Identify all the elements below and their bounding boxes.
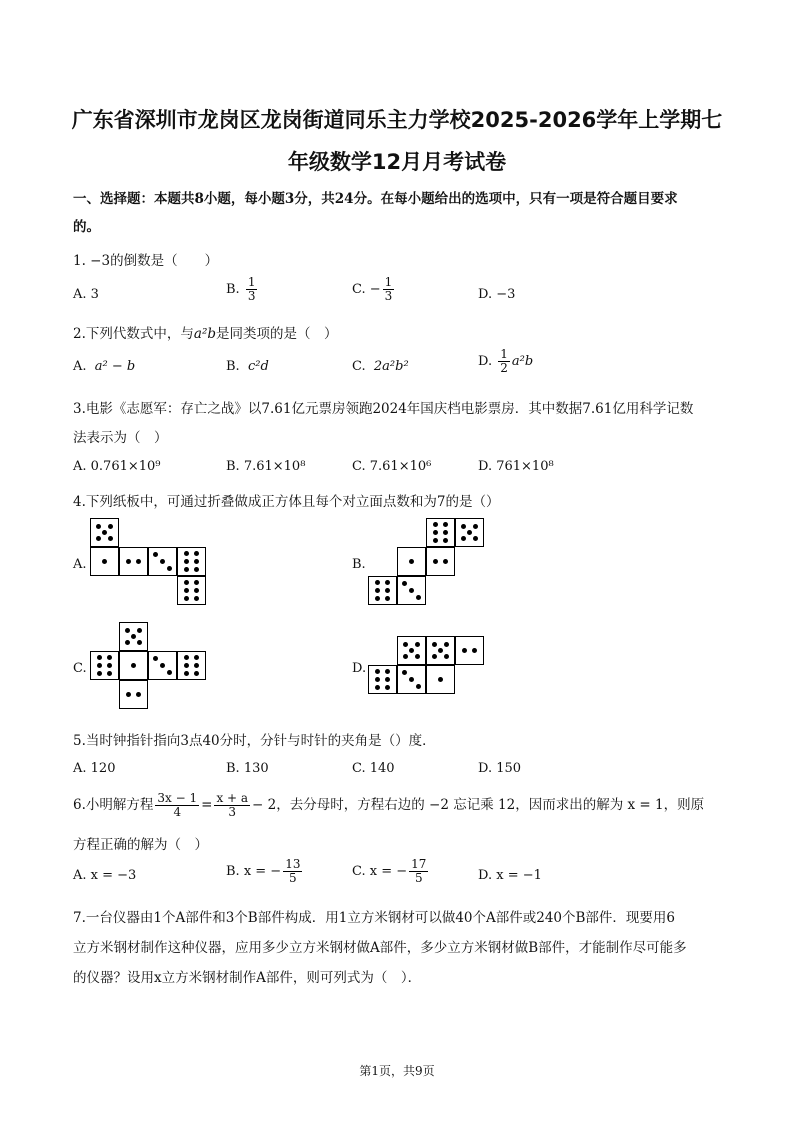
die-face xyxy=(397,665,426,694)
die-pip xyxy=(444,642,449,647)
die-pip xyxy=(433,530,438,535)
die-face xyxy=(397,636,426,665)
die-pip xyxy=(409,559,414,564)
die-pip xyxy=(97,663,102,668)
die-pip xyxy=(385,588,390,593)
die-pip xyxy=(403,654,408,659)
die-pip xyxy=(433,522,438,527)
die-pip xyxy=(416,595,421,600)
die-pip xyxy=(125,628,130,633)
q2-option-b: B. c²d xyxy=(226,359,269,374)
die-pip xyxy=(375,580,380,585)
die-pip xyxy=(102,559,107,564)
die-pip xyxy=(443,538,448,543)
q5-option-c: C. 140 xyxy=(352,761,395,776)
q6-option-d: D. x = −1 xyxy=(478,868,542,883)
die-face xyxy=(368,665,397,694)
q3-stem-line1: 3.电影《志愿军：存亡之战》以7.61亿元票房领跑2024年国庆档电影票房．其中数据7.61亿用科学记数 xyxy=(73,401,694,417)
die-face xyxy=(119,547,148,576)
q6-stem-line2: 方程正确的解为（ ） xyxy=(73,837,208,853)
die-pip xyxy=(194,588,199,593)
q1-option-d: D. −3 xyxy=(478,287,516,302)
q2-option-d: D. $\frac{1}{2}$ a²b xyxy=(478,347,534,375)
die-pip xyxy=(167,566,172,571)
die-pip xyxy=(167,670,172,675)
die-pip xyxy=(160,663,165,668)
die-pip xyxy=(97,671,102,676)
die-face xyxy=(455,518,484,547)
die-pip xyxy=(385,685,390,690)
die-pip xyxy=(473,536,478,541)
die-pip xyxy=(416,684,421,689)
q4-option-b: B. xyxy=(352,557,366,572)
die-pip xyxy=(403,642,408,647)
q4-stem: 4.下列纸板中，可通过折叠做成正方体且每个对立面点数和为7的是（） xyxy=(73,494,500,510)
die-pip xyxy=(432,642,437,647)
die-face xyxy=(397,576,426,605)
die-pip xyxy=(160,559,165,564)
die-pip xyxy=(409,648,414,653)
die-pip xyxy=(385,677,390,682)
die-pip xyxy=(375,669,380,674)
page-footer: 第1页，共9页 xyxy=(359,1064,435,1078)
die-pip xyxy=(461,536,466,541)
die-face xyxy=(119,622,148,651)
q4-option-c: C. xyxy=(73,661,87,676)
die-pip xyxy=(108,524,113,529)
die-pip xyxy=(184,580,189,585)
die-pip xyxy=(108,536,113,541)
die-face xyxy=(90,651,119,680)
die-face xyxy=(177,576,206,605)
page-title-line1: 广东省深圳市龙岗区龙岗街道同乐主力学校2025-2026学年上学期七 xyxy=(71,108,723,132)
die-pip xyxy=(136,692,141,697)
die-pip xyxy=(184,567,189,572)
die-pip xyxy=(402,581,407,586)
die-pip xyxy=(126,692,131,697)
die-pip xyxy=(194,655,199,660)
die-pip xyxy=(415,654,420,659)
die-pip xyxy=(438,648,443,653)
q1-option-c: C. − $\frac{1}{3}$ xyxy=(352,275,393,303)
die-face xyxy=(368,576,397,605)
q3-stem-line2: 法表示为（ ） xyxy=(73,430,168,446)
q3-option-b: B. 7.61×10⁸ xyxy=(226,459,306,474)
q3-option-c: C. 7.61×10⁶ xyxy=(352,459,432,474)
die-pip xyxy=(409,677,414,682)
die-pip xyxy=(409,588,414,593)
die-pip xyxy=(385,596,390,601)
die-pip xyxy=(97,655,102,660)
die-face xyxy=(90,518,119,547)
q4-option-a: A. xyxy=(73,557,87,572)
die-pip xyxy=(443,522,448,527)
die-pip xyxy=(184,588,189,593)
q1-option-b: B. $\frac{1}{3}$ xyxy=(226,275,256,303)
section-header: 一、选择题：本题共8小题，每小题3分，共24分。在每小题给出的选项中，只有一项是符合题目要求 xyxy=(73,191,678,207)
die-pip xyxy=(415,642,420,647)
q7-stem-line2: 立方米钢材制作这种仪器，应用多少立方米钢材做A部件，多少立方米钢材做B部件，才能制作尽可能多 xyxy=(73,940,687,956)
die-pip xyxy=(438,677,443,682)
section-header-cont: 的。 xyxy=(73,219,100,235)
die-pip xyxy=(194,559,199,564)
die-pip xyxy=(125,640,130,645)
die-pip xyxy=(102,530,107,535)
q7-stem-line3: 的仪器？设用x立方米钢材制作A部件，则可列式为（ ）． xyxy=(73,970,422,986)
die-pip xyxy=(433,538,438,543)
die-pip xyxy=(473,524,478,529)
die-pip xyxy=(136,559,141,564)
q6-option-a: A. x = −3 xyxy=(73,868,137,883)
q5-stem: 5.当时钟指针指向3点40分时，分针与时针的夹角是（）度． xyxy=(73,733,436,749)
die-face xyxy=(119,680,148,709)
die-pip xyxy=(131,663,136,668)
die-pip xyxy=(184,671,189,676)
die-pip xyxy=(385,669,390,674)
die-pip xyxy=(184,655,189,660)
q6-option-c: C. x = − $\frac{17}{5}$ xyxy=(352,857,427,885)
die-pip xyxy=(375,588,380,593)
die-pip xyxy=(433,559,438,564)
die-face xyxy=(148,547,177,576)
die-pip xyxy=(107,671,112,676)
die-pip xyxy=(194,671,199,676)
die-pip xyxy=(137,640,142,645)
die-pip xyxy=(131,634,136,639)
die-pip xyxy=(137,628,142,633)
q6-stem-line1: 6.小明解方程 $\frac{3x - 1}{4}$ = $\frac{x + a}{3}$ − 2，去分母时，方程右边的 −2 忘记乘 12，因而求出的解为 x = 1，则原 xyxy=(73,791,705,819)
q1-option-a: A. 3 xyxy=(73,287,99,302)
die-face xyxy=(426,665,455,694)
die-pip xyxy=(443,559,448,564)
die-face xyxy=(177,651,206,680)
q2-option-a: A. a² − b xyxy=(73,359,136,374)
die-pip xyxy=(107,655,112,660)
die-face xyxy=(148,651,177,680)
die-pip xyxy=(126,559,131,564)
page-title-line2: 年级数学12月月考试卷 xyxy=(287,150,507,174)
die-pip xyxy=(467,530,472,535)
die-face xyxy=(426,636,455,665)
die-pip xyxy=(402,670,407,675)
die-face xyxy=(397,547,426,576)
die-pip xyxy=(462,648,467,653)
die-pip xyxy=(194,567,199,572)
die-pip xyxy=(184,596,189,601)
die-pip xyxy=(184,663,189,668)
die-pip xyxy=(107,663,112,668)
die-pip xyxy=(432,654,437,659)
die-pip xyxy=(375,596,380,601)
die-pip xyxy=(184,551,189,556)
die-pip xyxy=(385,580,390,585)
die-pip xyxy=(194,663,199,668)
die-face xyxy=(90,547,119,576)
q7-stem-line1: 7.一台仪器由1个A部件和3个B部件构成．用1立方米钢材可以做40个A部件或240个B部件．现要用6 xyxy=(73,910,676,926)
q2-option-c: C. 2a²b² xyxy=(352,359,409,374)
die-pip xyxy=(375,685,380,690)
q4-option-d: D. xyxy=(352,661,367,676)
die-face xyxy=(177,547,206,576)
die-pip xyxy=(375,677,380,682)
die-pip xyxy=(443,530,448,535)
die-pip xyxy=(96,536,101,541)
die-pip xyxy=(96,524,101,529)
die-pip xyxy=(194,551,199,556)
die-face xyxy=(426,518,455,547)
die-face xyxy=(455,636,484,665)
q3-option-a: A. 0.761×10⁹ xyxy=(73,459,161,474)
q5-option-a: A. 120 xyxy=(73,761,116,776)
die-pip xyxy=(461,524,466,529)
die-pip xyxy=(444,654,449,659)
q6-option-b: B. x = − $\frac{13}{5}$ xyxy=(226,857,301,885)
q5-option-d: D. 150 xyxy=(478,761,522,776)
q3-option-d: D. 761×10⁸ xyxy=(478,459,554,474)
q1-stem: 1. −3的倒数是（ ） xyxy=(73,253,219,269)
q5-option-b: B. 130 xyxy=(226,761,269,776)
die-pip xyxy=(194,596,199,601)
die-pip xyxy=(472,648,477,653)
die-pip xyxy=(184,559,189,564)
die-face xyxy=(426,547,455,576)
die-face xyxy=(119,651,148,680)
die-pip xyxy=(194,580,199,585)
q2-stem: 2.下列代数式中，与a²b是同类项的是（ ） xyxy=(73,326,338,342)
die-pip xyxy=(153,552,158,557)
die-pip xyxy=(153,656,158,661)
